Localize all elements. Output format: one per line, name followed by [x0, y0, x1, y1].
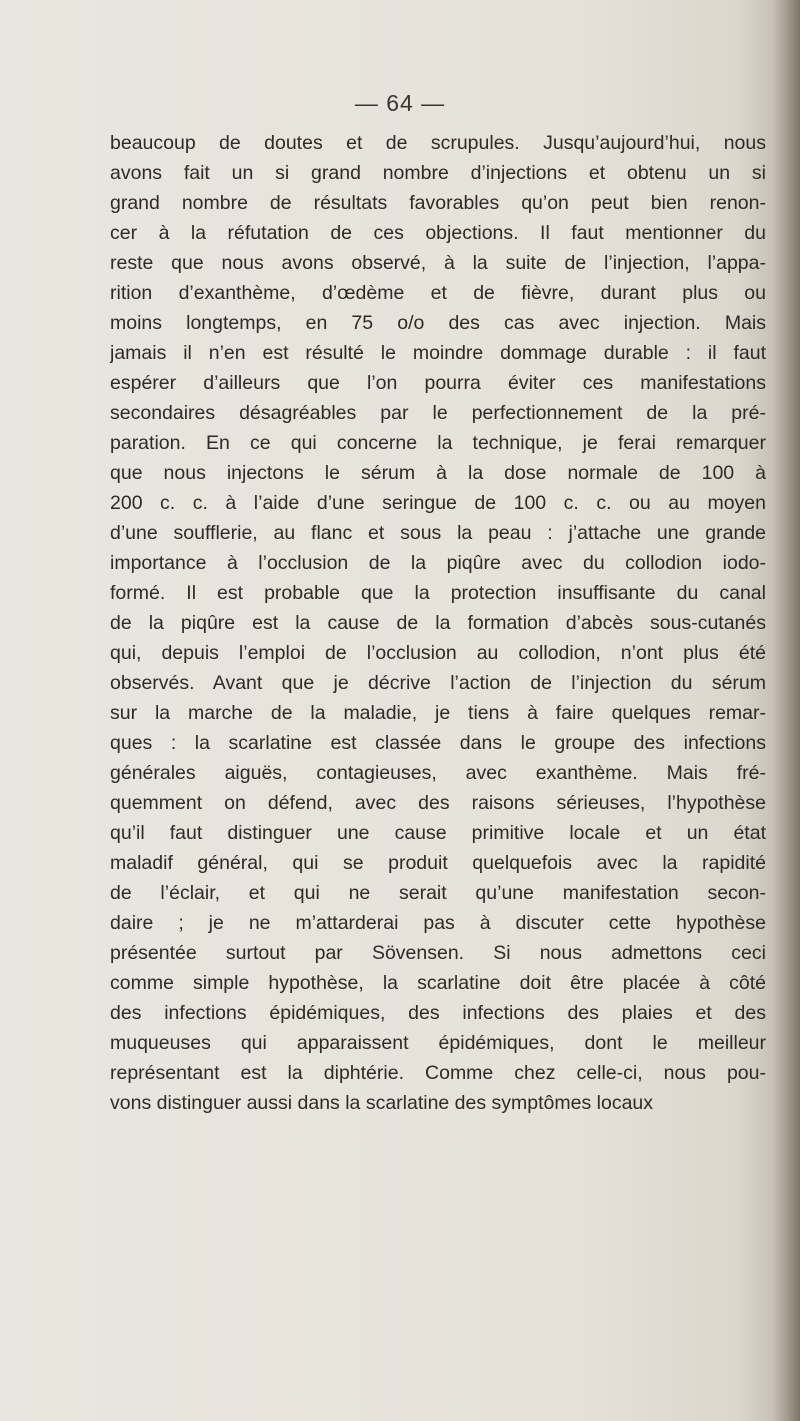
page-number: — 64 — [354, 90, 446, 116]
text-line: formé. Il est probable que la protection insuffisante du canal [110, 582, 766, 604]
text-line: qui, depuis l’emploi de l’occlusion au collodion, n’ont plus été [110, 642, 766, 664]
text-line: moins longtemps, en 75 o/o des cas avec injection. Mais [110, 312, 766, 334]
text-line: vons distinguer aussi dans la scarlatine des symptômes locaux [110, 1092, 654, 1114]
text-line: sur la marche de la maladie, je tiens à faire quelques remar- [110, 702, 766, 724]
text-line: rition d’exanthème, d’œdème et de fièvre, durant plus ou [110, 282, 766, 304]
text-line: comme simple hypothèse, la scarlatine doit être placée à côté [110, 972, 766, 994]
text-line: muqueuses qui apparaissent épidémiques, dont le meilleur [110, 1032, 766, 1054]
text-line: importance à l’occlusion de la piqûre avec du collodion iodo- [110, 552, 766, 574]
text-line: avons fait un si grand nombre d’injections et obtenu un si [110, 162, 766, 184]
text-line: cer à la réfutation de ces objections. Il faut mentionner du [110, 222, 766, 244]
text-line: des infections épidémiques, des infections des plaies et des [110, 1002, 766, 1024]
text-line: paration. En ce qui concerne la technique, je ferai remarquer [110, 432, 766, 454]
text-line: que nous injectons le sérum à la dose normale de 100 à [110, 462, 766, 484]
text-line: daire ; je ne m’attarderai pas à discuter cette hypothèse [110, 912, 766, 934]
text-line: 200 c. c. à l’aide d’une seringue de 100 c. c. ou au moyen [110, 492, 766, 514]
text-line: maladif général, qui se produit quelquefois avec la rapidité [110, 852, 766, 874]
text-line: qu’il faut distinguer une cause primitive locale et un état [110, 822, 766, 844]
text-line: reste que nous avons observé, à la suite de l’injection, l’appa- [110, 252, 766, 274]
text-line: de la piqûre est la cause de la formation d’abcès sous-cutanés [110, 612, 766, 634]
text-line: présentée surtout par Sövensen. Si nous admettons ceci [110, 942, 766, 964]
text-line: secondaires désagréables par le perfectionnement de la pré- [110, 402, 766, 424]
text-line: observés. Avant que je décrive l’action de l’injection du sérum [110, 672, 766, 694]
text-line: espérer d’ailleurs que l’on pourra éviter ces manifestations [110, 372, 766, 394]
text-line: ques : la scarlatine est classée dans le groupe des infections [110, 732, 766, 754]
text-line: grand nombre de résultats favorables qu’on peut bien renon- [110, 192, 766, 214]
text-line: d’une soufflerie, au flanc et sous la peau : j’attache une grande [110, 522, 766, 544]
text-line: quemment on défend, avec des raisons sérieuses, l’hypothèse [110, 792, 766, 814]
text-line: de l’éclair, et qui ne serait qu’une manifestation secon- [110, 882, 766, 904]
text-line: représentant est la diphtérie. Comme chez celle-ci, nous pou- [110, 1062, 766, 1084]
text-line: jamais il n’en est résulté le moindre dommage durable : il faut [110, 342, 766, 364]
text-line: beaucoup de doutes et de scrupules. Jusqu’aujourd’hui, nous [110, 132, 766, 154]
page-edge-shadow [772, 0, 800, 1421]
body-text [110, 128, 766, 1118]
text-line: générales aiguës, contagieuses, avec exanthème. Mais fré- [110, 762, 766, 784]
